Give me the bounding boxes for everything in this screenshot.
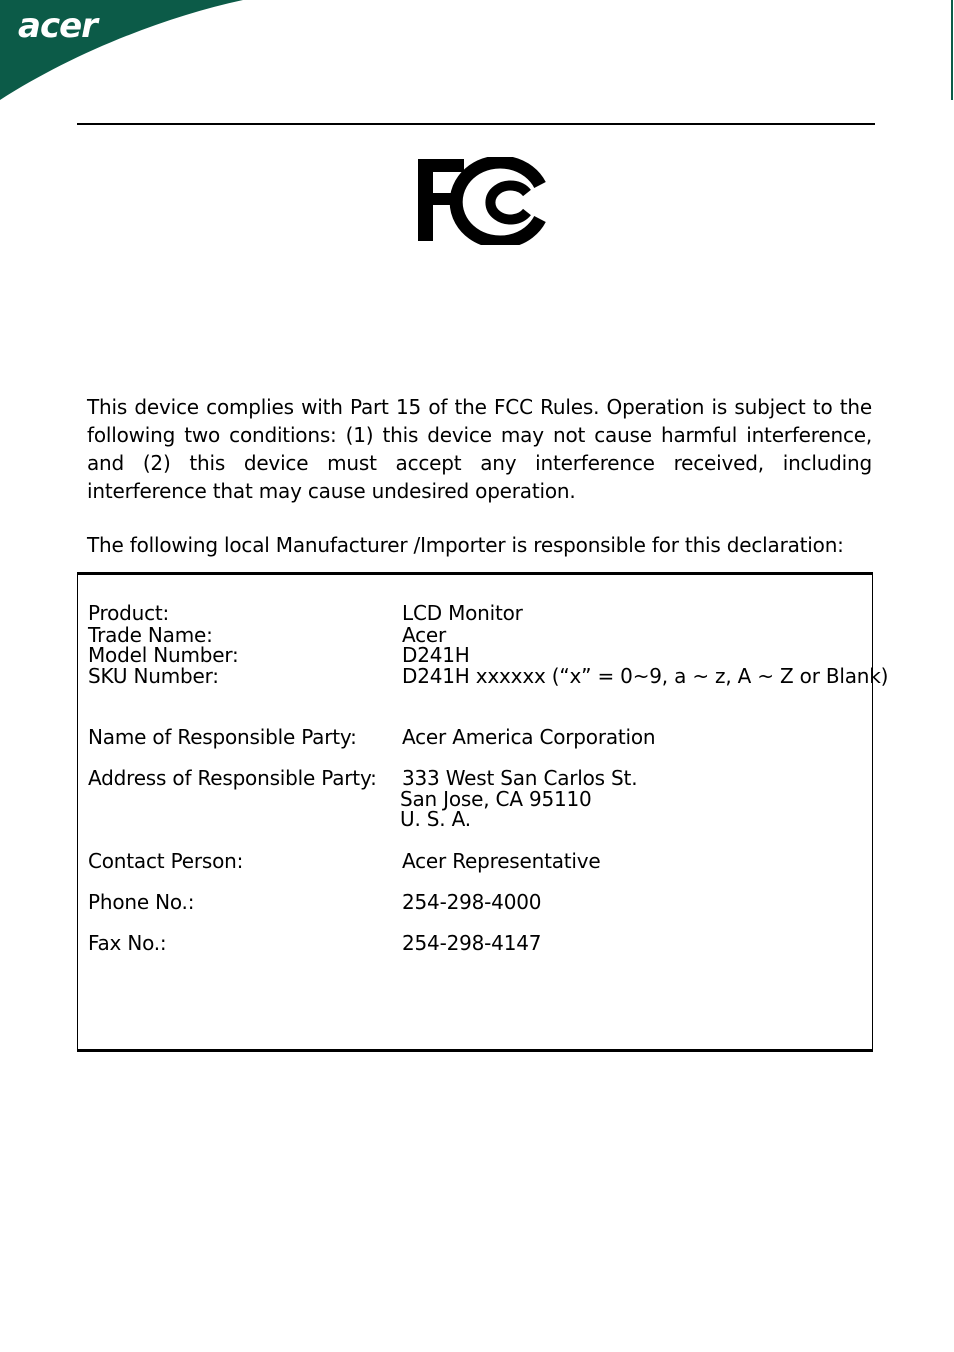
address-line-2: San Jose, CA 95110 [400,787,592,811]
contact-person-label: Contact Person: [88,849,244,873]
fax-label: Fax No.: [88,931,167,955]
phone-value: 254-298-4000 [402,890,542,914]
responsible-party-label: Name of Responsible Party: [88,725,357,749]
responsibility-statement: The following local Manufacturer /Importer is responsible for this declaration: [87,533,844,557]
responsible-party-value: Acer America Corporation [402,725,656,749]
contact-person-value: Acer Representative [402,849,601,873]
address-label: Address of Responsible Party: [88,766,377,790]
product-label: Product: [88,601,170,625]
compliance-paragraph: This device complies with Part 15 of the FCC Rules. Operation is subject to the following two conditions: (1) this device may not cause harmful interference, and (2) this device must accept any interference received, including interference that may cause undesired operation. [87,395,872,503]
trade-name-value: Acer [402,623,447,647]
phone-label: Phone No.: [88,890,195,914]
fcc-logo [416,157,546,245]
model-number-value: D241H [402,643,470,667]
header-rule [77,123,875,125]
fax-value: 254-298-4147 [402,931,542,955]
address-line-1: 333 West San Carlos St. [402,766,638,790]
model-number-label: Model Number: [88,643,239,667]
trade-name-label: Trade Name: [88,623,213,647]
address-line-3: U. S. A. [400,807,471,831]
acer-logo: acer [18,6,97,46]
product-value: LCD Monitor [402,601,523,625]
page-edge-line [951,0,953,100]
sku-number-value: D241H xxxxxx (“x” = 0~9, a ~ z, A ~ Z or Blank) [402,664,889,688]
declaration-box [77,572,889,1052]
sku-number-label: SKU Number: [88,664,219,688]
